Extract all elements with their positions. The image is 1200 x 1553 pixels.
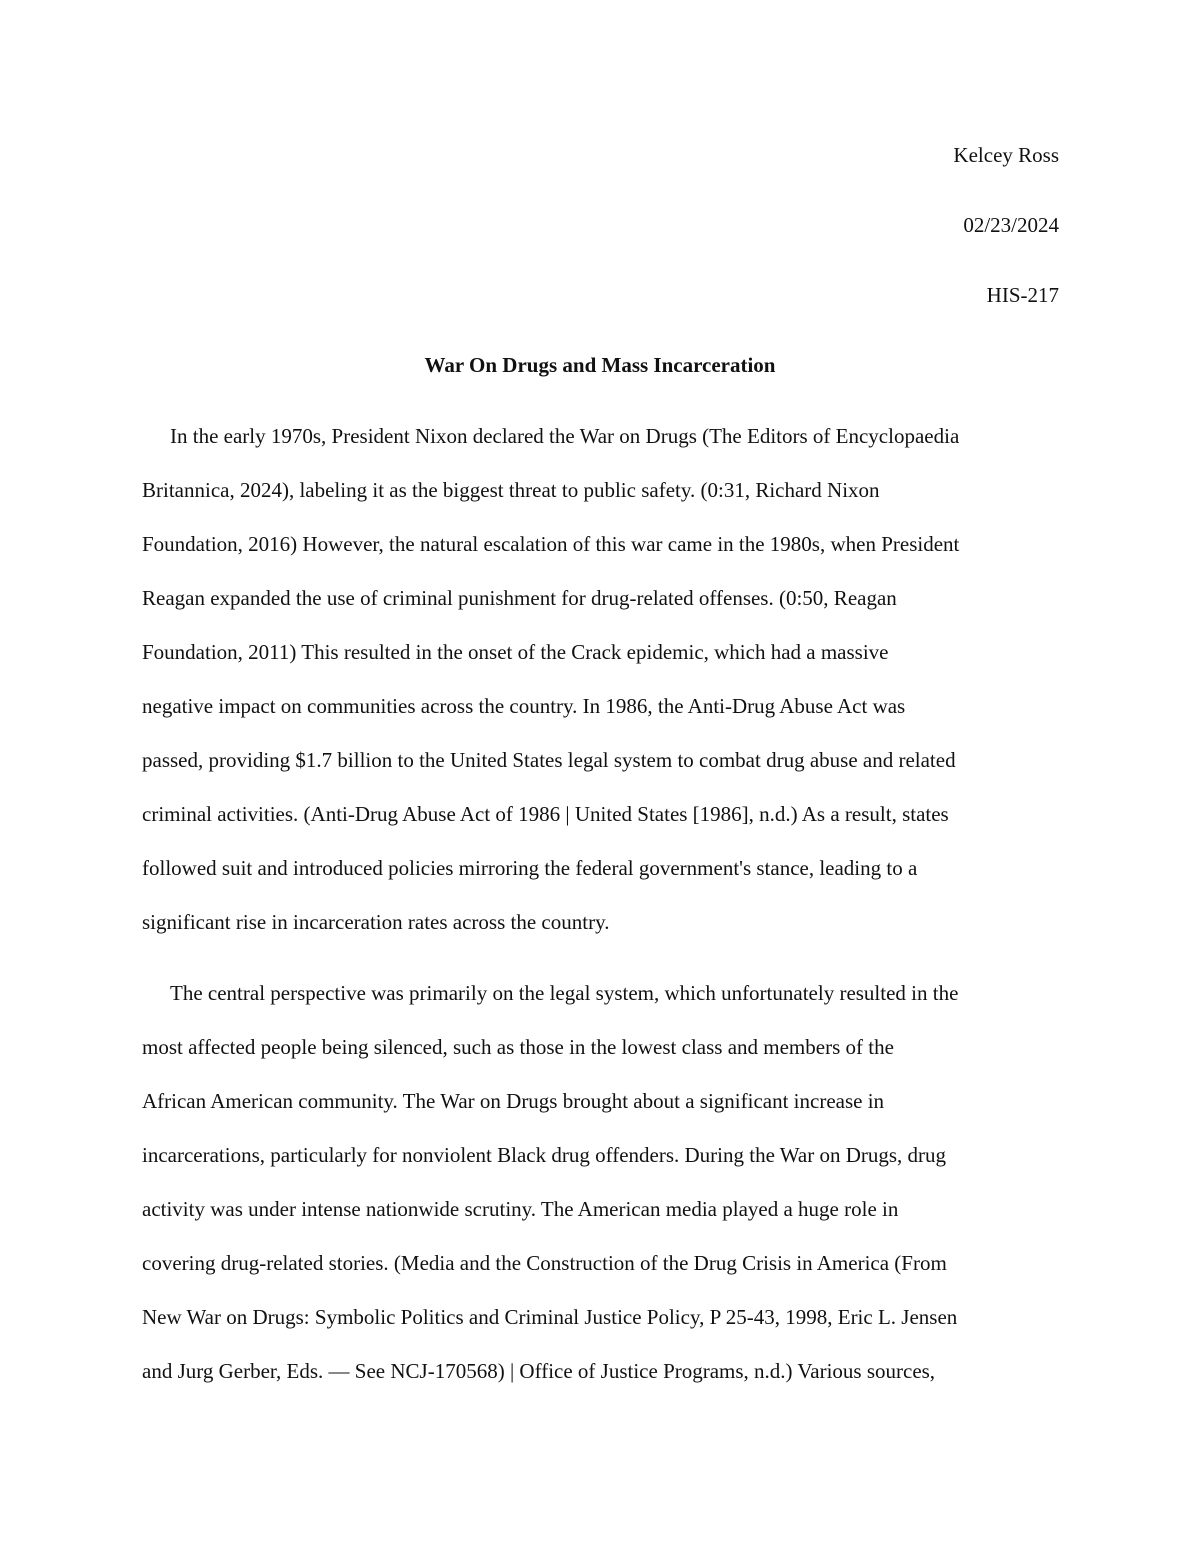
paragraph-2-line: incarcerations, particularly for nonviolent Black drug offenders. During the War on Drugs, drug <box>142 1143 947 1167</box>
paragraph-1-line: criminal activities. (Anti-Drug Abuse Act of 1986 | United States [1986], n.d.) As a result, states <box>142 802 949 826</box>
course-code: HIS-217 <box>986 283 1059 307</box>
paragraph-2-line: covering drug-related stories. (Media and the Construction of the Drug Crisis in America (From <box>142 1251 947 1275</box>
paragraph-2-line: The central perspective was primarily on the legal system, which unfortunately resulted in the <box>170 981 959 1005</box>
paragraph-1-line: Reagan expanded the use of criminal punishment for drug-related offenses. (0:50, Reagan <box>142 586 897 610</box>
author-name: Kelcey Ross <box>953 143 1059 167</box>
paragraph-1-line: Britannica, 2024), labeling it as the biggest threat to public safety. (0:31, Richard Nixon <box>142 478 880 502</box>
paragraph-2-line: and Jurg Gerber, Eds. — See NCJ-170568) | Office of Justice Programs, n.d.) Various sources, <box>142 1359 936 1383</box>
paragraph-2-line: activity was under intense nationwide scrutiny. The American media played a huge role in <box>142 1197 899 1221</box>
paragraph-1-line: significant rise in incarceration rates across the country. <box>142 910 610 934</box>
document-date: 02/23/2024 <box>963 213 1059 237</box>
paragraph-1-line: passed, providing $1.7 billion to the United States legal system to combat drug abuse and related <box>142 748 956 772</box>
paragraph-1-line: followed suit and introduced policies mirroring the federal government's stance, leading to a <box>142 856 918 880</box>
document-title: War On Drugs and Mass Incarceration <box>424 353 776 377</box>
paragraph-2-line: African American community. The War on Drugs brought about a significant increase in <box>142 1089 885 1113</box>
paragraph-1-line: Foundation, 2011) This resulted in the onset of the Crack epidemic, which had a massive <box>142 640 889 664</box>
paragraph-2-line: most affected people being silenced, such as those in the lowest class and members of the <box>142 1035 894 1059</box>
paragraph-1-line: negative impact on communities across the country. In 1986, the Anti-Drug Abuse Act was <box>142 694 906 718</box>
paragraph-2-line: New War on Drugs: Symbolic Politics and Criminal Justice Policy, P 25-43, 1998, Eric L. Jensen <box>142 1305 958 1329</box>
paragraph-1-line: In the early 1970s, President Nixon declared the War on Drugs (The Editors of Encyclopaedia <box>170 424 960 448</box>
paragraph-1-line: Foundation, 2016) However, the natural escalation of this war came in the 1980s, when President <box>142 532 960 556</box>
